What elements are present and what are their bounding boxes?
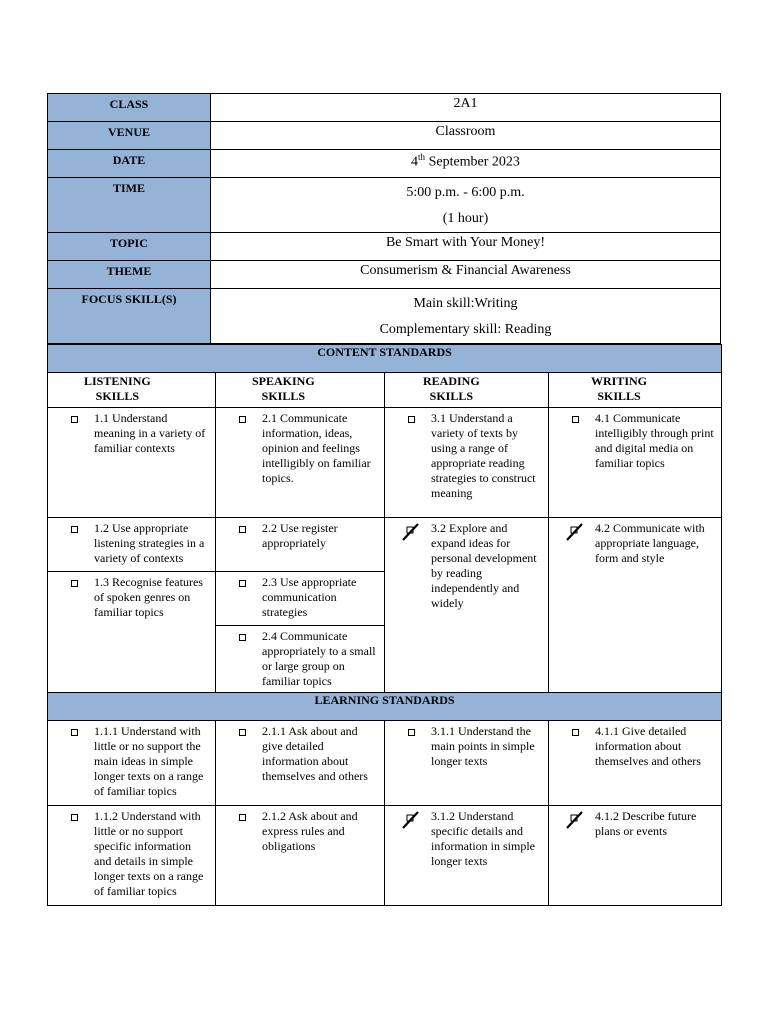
cs-3-1-text: 3.1 Understand a variety of texts by using a range of appropriate reading strategies to construct meaning [431,411,536,500]
checkbox-icon[interactable] [239,416,246,423]
cs-4-2-cell [549,518,722,693]
checkbox-icon[interactable] [71,526,78,533]
venue-row [48,122,721,150]
cs-1-3-cell [48,572,215,623]
time-duration: (1 hour) [442,211,489,226]
topic-value: Be Smart with Your Money! [211,233,721,261]
speaking-header-line1: SPEAKING [252,374,315,388]
ls-4-1-1-text: 4.1.1 Give detailed information about themselves and others [595,724,701,768]
cs-1-1-cell [48,408,216,518]
learning-standards-title: LEARNING STANDARDS [48,693,722,721]
cs-2-2-text: 2.2 Use register appropriately [262,521,338,550]
checked-checkbox-icon[interactable] [401,522,421,542]
reading-header-line1: READING [423,374,480,388]
cs-2-4-text: 2.4 Communicate appropriately to a small or large group on familiar topics [262,629,376,688]
theme-row [48,261,721,289]
time-value [211,178,721,233]
lesson-info-table [47,93,721,344]
cs-listening-group [48,518,216,693]
checkbox-icon[interactable] [239,526,246,533]
checkbox-icon[interactable] [71,580,78,587]
theme-value: Consumerism & Financial Awareness [211,261,721,289]
focus-value [211,289,721,344]
cs-speaking-group [216,518,385,693]
checkbox-icon[interactable] [408,416,415,423]
focus-main: Main skill:Writing [413,296,518,311]
checked-checkbox-icon[interactable] [401,810,421,830]
date-rest: September 2023 [425,154,520,170]
ls-1-1-2-cell [48,806,216,906]
ls-3-1-2-cell [385,806,549,906]
ls-4-1-1-cell [549,721,722,806]
ls-4-1-2-cell [549,806,722,906]
cs-2-1-text: 2.1 Communicate information, ideas, opinion and feelings intelligibly on familiar topics. [262,411,371,485]
listening-header-line2: SKILLS [95,389,140,403]
listening-header [48,373,216,408]
cs-2-4-cell [216,626,384,692]
cs-3-2-text: 3.2 Explore and expand ideas for personal development by reading independently and widely [431,521,537,610]
date-label: DATE [48,150,211,178]
checkbox-icon[interactable] [408,729,415,736]
ls-4-1-2-text: 4.1.2 Describe future plans or events [595,809,697,838]
cs-3-1-cell [385,408,549,518]
cs-2-3-cell [216,572,384,626]
time-range: 5:00 p.m. - 6:00 p.m. [406,185,525,200]
checked-checkbox-icon[interactable] [565,810,585,830]
lesson-plan [47,93,721,906]
ls-2-1-1-text: 2.1.1 Ask about and give detailed information about themselves and others [262,724,368,783]
ls-1-1-1-cell [48,721,216,806]
content-standards-title: CONTENT STANDARDS [48,345,722,373]
topic-row [48,233,721,261]
checkbox-icon[interactable] [71,729,78,736]
learning-row-2 [48,806,722,906]
checkbox-icon[interactable] [239,634,246,641]
speaking-header-line2: SKILLS [261,389,306,403]
checkbox-icon[interactable] [71,814,78,821]
ls-3-1-1-cell [385,721,549,806]
cs-2-3-text: 2.3 Use appropriate communication strategies [262,575,357,619]
standards-table [47,344,722,906]
checkbox-icon[interactable] [71,416,78,423]
cs-3-2-cell [385,518,549,693]
date-value [211,150,721,178]
date-day: 4 [411,154,419,170]
ls-3-1-2-text: 3.1.2 Understand specific details and information in simple longer texts [431,809,535,868]
cs-1-1-text: 1.1 Understand meaning in a variety of familiar contexts [94,411,206,455]
cs-2-1-cell [216,408,385,518]
ls-2-1-2-text: 2.1.2 Ask about and express rules and obligations [262,809,358,853]
checkbox-icon[interactable] [572,416,579,423]
cs-1-2-cell [48,518,215,572]
time-row [48,178,721,233]
focus-complementary: Complementary skill: Reading [379,322,552,337]
date-row [48,150,721,178]
reading-header [385,373,549,408]
ls-3-1-1-text: 3.1.1 Understand the main points in simple longer texts [431,724,535,768]
writing-header-line2: SKILLS [597,389,641,403]
cs-4-1-cell [549,408,722,518]
time-label: TIME [48,178,211,233]
checkbox-icon[interactable] [572,729,579,736]
checkbox-icon[interactable] [239,580,246,587]
learning-standards-band [48,693,722,721]
venue-value: Classroom [211,122,721,150]
ls-1-1-1-text: 1.1.1 Understand with little or no support the main ideas in simple longer texts on a range of familiar topics [94,724,204,798]
reading-header-line2: SKILLS [429,389,474,403]
date-suffix: th [418,152,426,162]
writing-header-line1: WRITING [591,374,648,388]
listening-header-line1: LISTENING [84,374,151,388]
focus-row [48,289,721,344]
topic-label: TOPIC [48,233,211,261]
content-row-1 [48,408,722,518]
cs-1-2-text: 1.2 Use appropriate listening strategies in a variety of contexts [94,521,205,565]
content-row-2 [48,518,722,693]
checkbox-icon[interactable] [239,814,246,821]
class-label: CLASS [48,94,211,122]
focus-label: FOCUS SKILL(S) [48,289,211,344]
class-row [48,94,721,122]
theme-label: THEME [48,261,211,289]
speaking-header [216,373,385,408]
skills-header-row [48,373,722,408]
learning-row-1 [48,721,722,806]
content-standards-band [48,345,722,373]
checkbox-icon[interactable] [239,729,246,736]
venue-label: VENUE [48,122,211,150]
class-value: 2A1 [211,94,721,122]
checked-checkbox-icon[interactable] [565,522,585,542]
ls-2-1-1-cell [216,721,385,806]
cs-2-2-cell [216,518,384,572]
ls-2-1-2-cell [216,806,385,906]
cs-4-2-text: 4.2 Communicate with appropriate language, form and style [595,521,705,565]
cs-4-1-text: 4.1 Communicate intelligibly through print and digital media on familiar topics [595,411,714,470]
ls-1-1-2-text: 1.1.2 Understand with little or no support specific information and details in simple longer texts on a range of familiar topics [94,809,204,898]
cs-1-3-text: 1.3 Recognise features of spoken genres on familiar topics [94,575,203,619]
writing-header [549,373,722,408]
